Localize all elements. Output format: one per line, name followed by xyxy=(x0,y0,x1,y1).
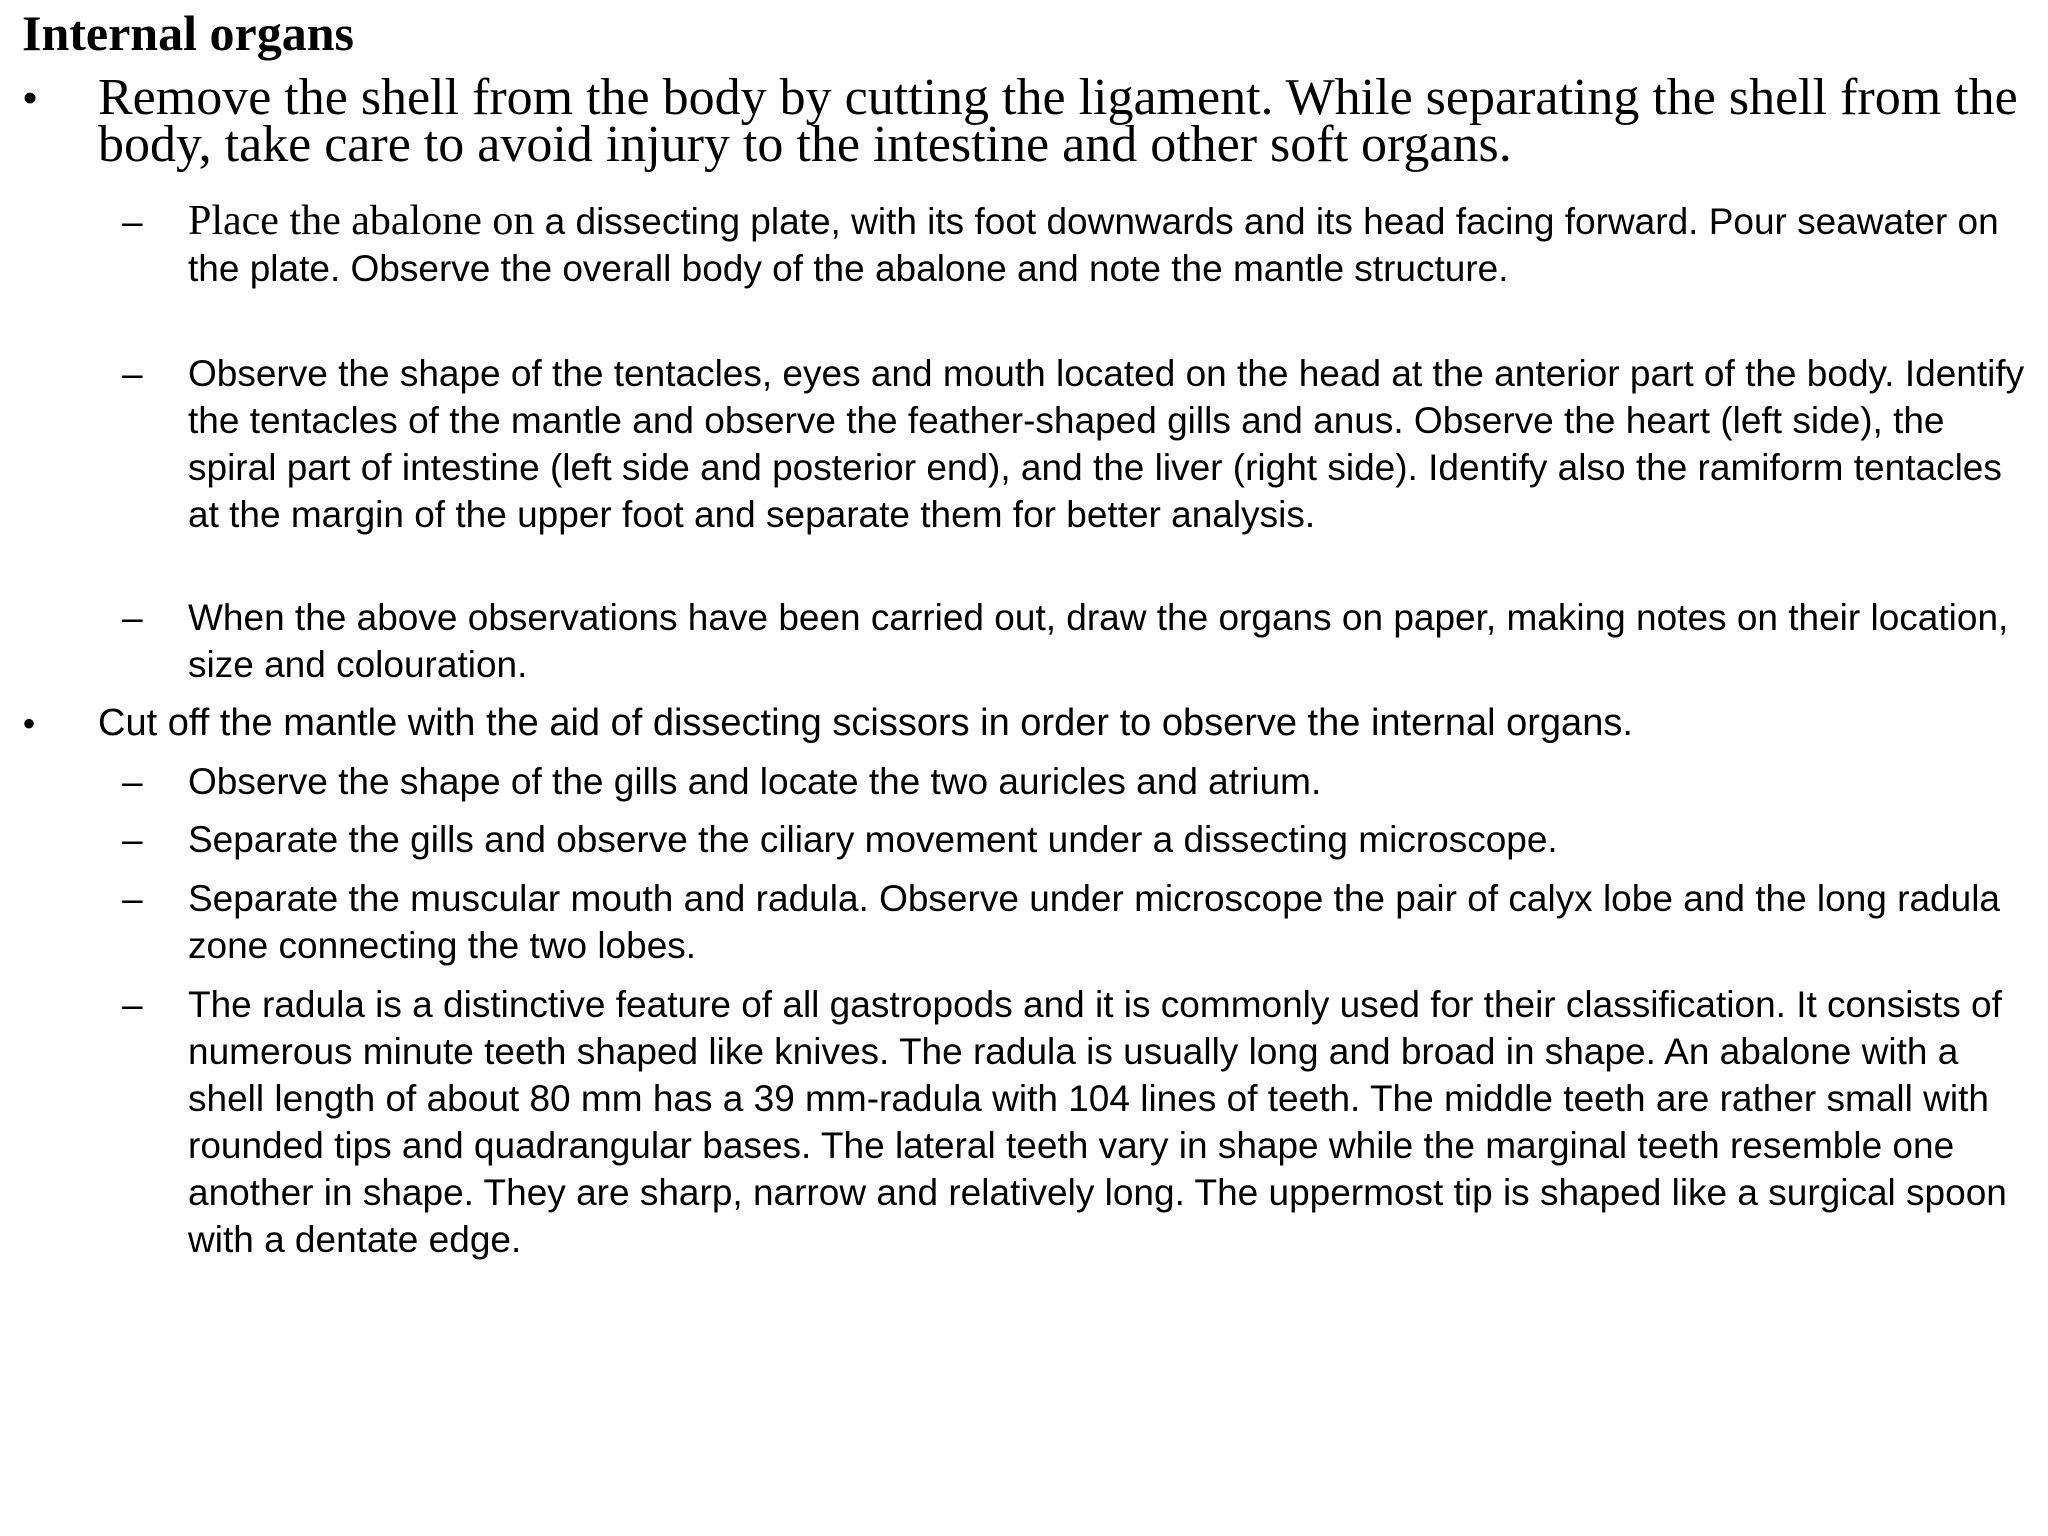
subitem-radula-description xyxy=(122,981,2038,1263)
dash-marker: – xyxy=(122,819,143,860)
subitem-text: Separate the muscular mouth and radula. Observe under microscope the pair of calyx lobe and the long radula zone connecting the two lobes. xyxy=(188,878,2001,966)
subitem-text: a dissecting plate, with its foot downwards and its head facing forward. Pour seawater on the plate. Observe the overall body of the abalone and note the mantle structure. xyxy=(188,201,1999,289)
subitem-text: Observe the shape of the tentacles, eyes and mouth located on the head at the anterior part of the body. Identify the tentacles of the mantle and observe the feather-shaped gills and anus. Observe the heart (left side), the spiral part of intestine (left side and posterior end), and the liver (right side). Identify also the ramiform tentacles at the margin of the upper foot and separate them for better analysis. xyxy=(188,353,2025,535)
bullet-remove-shell xyxy=(22,69,2038,173)
subitem-separate-gills xyxy=(122,816,2038,863)
bullet-marker: • xyxy=(22,72,39,123)
subitem-draw-organs xyxy=(122,594,2038,688)
dash-marker: – xyxy=(122,353,143,394)
subitem-separate-mouth xyxy=(122,875,2038,969)
subitem-observe-tentacles xyxy=(122,350,2038,538)
slide-title: Internal organs xyxy=(22,5,354,61)
subitem-text: The radula is a distinctive feature of all gastropods and it is commonly used for their classification. It consists of numerous minute teeth shaped like knives. The radula is usually long and broad in shape. An abalone with a shell length of about 80 mm has a 39 mm-radula with 104 lines of teeth. The middle teeth are rather small with rounded tips and quadrangular bases. The lateral teeth vary in shape while the marginal teeth resemble one another in shape. They are sharp, narrow and relatively long. The uppermost tip is shaped like a surgical spoon with a dentate edge. xyxy=(188,984,2007,1260)
bullet-text: Remove the shell from the body by cutting the ligament. While separating the shell from the body, take care to avoid injury to the intestine and other soft organs. xyxy=(98,69,2018,173)
subitem-text: Separate the gills and observe the ciliary movement under a dissecting microscope. xyxy=(188,819,1558,860)
dash-marker: – xyxy=(122,201,143,242)
subitem-place-abalone xyxy=(122,198,2038,292)
subitem-text: Observe the shape of the gills and locate the two auricles and atrium. xyxy=(188,761,1322,802)
bullet-cut-mantle xyxy=(22,700,2038,747)
subitem-observe-gills xyxy=(122,758,2038,805)
dash-marker: – xyxy=(122,984,143,1025)
dash-marker: – xyxy=(122,761,143,802)
dash-marker: – xyxy=(122,878,143,919)
bullet-text: Cut off the mantle with the aid of dissecting scissors in order to observe the internal organs. xyxy=(98,702,1633,744)
subitem-lead-text: Place the abalone on xyxy=(188,198,535,244)
dash-marker: – xyxy=(122,597,143,638)
subitem-text: When the above observations have been carried out, draw the organs on paper, making notes on their location, size and colouration. xyxy=(188,597,2009,685)
bullet-marker: • xyxy=(22,701,37,746)
